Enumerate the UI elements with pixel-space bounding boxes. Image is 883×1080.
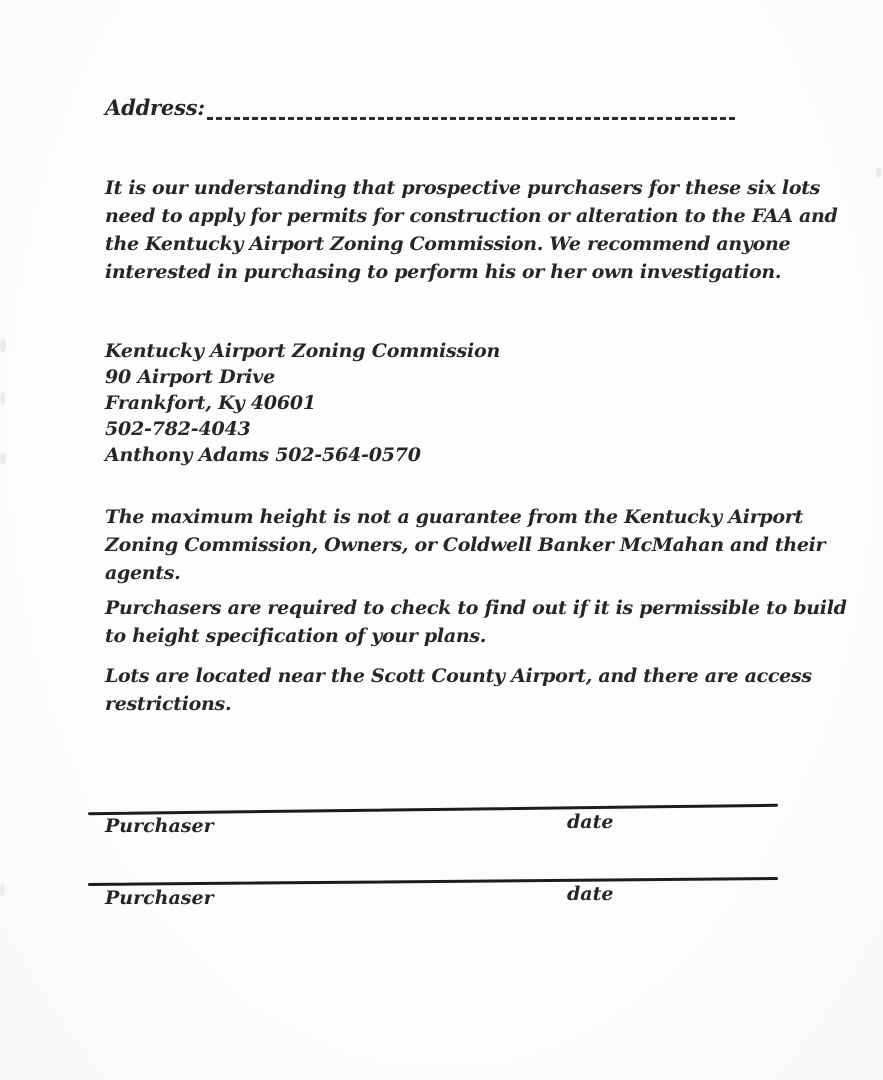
paragraph-line: to height specification of your plans. [105, 625, 487, 647]
contact-block [105, 338, 500, 468]
scan-artifact [0, 338, 6, 352]
paragraph-lots-location [105, 662, 812, 718]
date-label: date [567, 811, 614, 833]
scan-artifact [0, 884, 5, 896]
signature-line [88, 804, 778, 815]
address-field-row [105, 96, 735, 120]
contact-org-line: Kentucky Airport Zoning Commission [105, 340, 501, 362]
signature-line [88, 877, 778, 886]
paragraph-line: need to apply for permits for construction or alteration to the FAA and [105, 205, 838, 227]
contact-city-line: Frankfort, Ky 40601 [105, 392, 316, 414]
signature-block-1 [88, 803, 778, 863]
scan-artifact [0, 452, 6, 465]
paragraph-line: Lots are located near the Scott County Airport, and there are access [105, 665, 812, 687]
paragraph-line: agents. [105, 562, 181, 584]
paragraph-purchasers-required [105, 594, 847, 650]
purchaser-label: Purchaser [105, 887, 214, 909]
address-blank-line [207, 97, 735, 120]
paragraph-line: the Kentucky Airport Zoning Commission. We recommend anyone [105, 233, 791, 255]
contact-street-line: 90 Airport Drive [105, 366, 276, 388]
paragraph-line: Purchasers are required to check to find out if it is permissible to build [105, 597, 847, 619]
paragraph-understanding [105, 174, 838, 286]
paragraph-line: It is our understanding that prospective purchasers for these six lots [105, 177, 821, 199]
date-label: date [567, 883, 614, 905]
scan-artifact [0, 392, 5, 404]
signature-block-2 [88, 875, 778, 935]
paragraph-line: interested in purchasing to perform his or her own investigation. [105, 261, 782, 283]
address-label: Address: [105, 95, 205, 120]
contact-phone-line: 502-782-4043 [105, 418, 251, 440]
paragraph-line: The maximum height is not a guarantee from the Kentucky Airport [105, 506, 803, 528]
contact-person-line: Anthony Adams 502-564-0570 [105, 444, 421, 466]
purchaser-label: Purchaser [105, 815, 214, 837]
scan-artifact [876, 168, 882, 178]
paragraph-max-height [105, 503, 825, 587]
paragraph-line: Zoning Commission, Owners, or Coldwell Banker McMahan and their [105, 534, 826, 556]
paragraph-line: restrictions. [105, 693, 232, 715]
